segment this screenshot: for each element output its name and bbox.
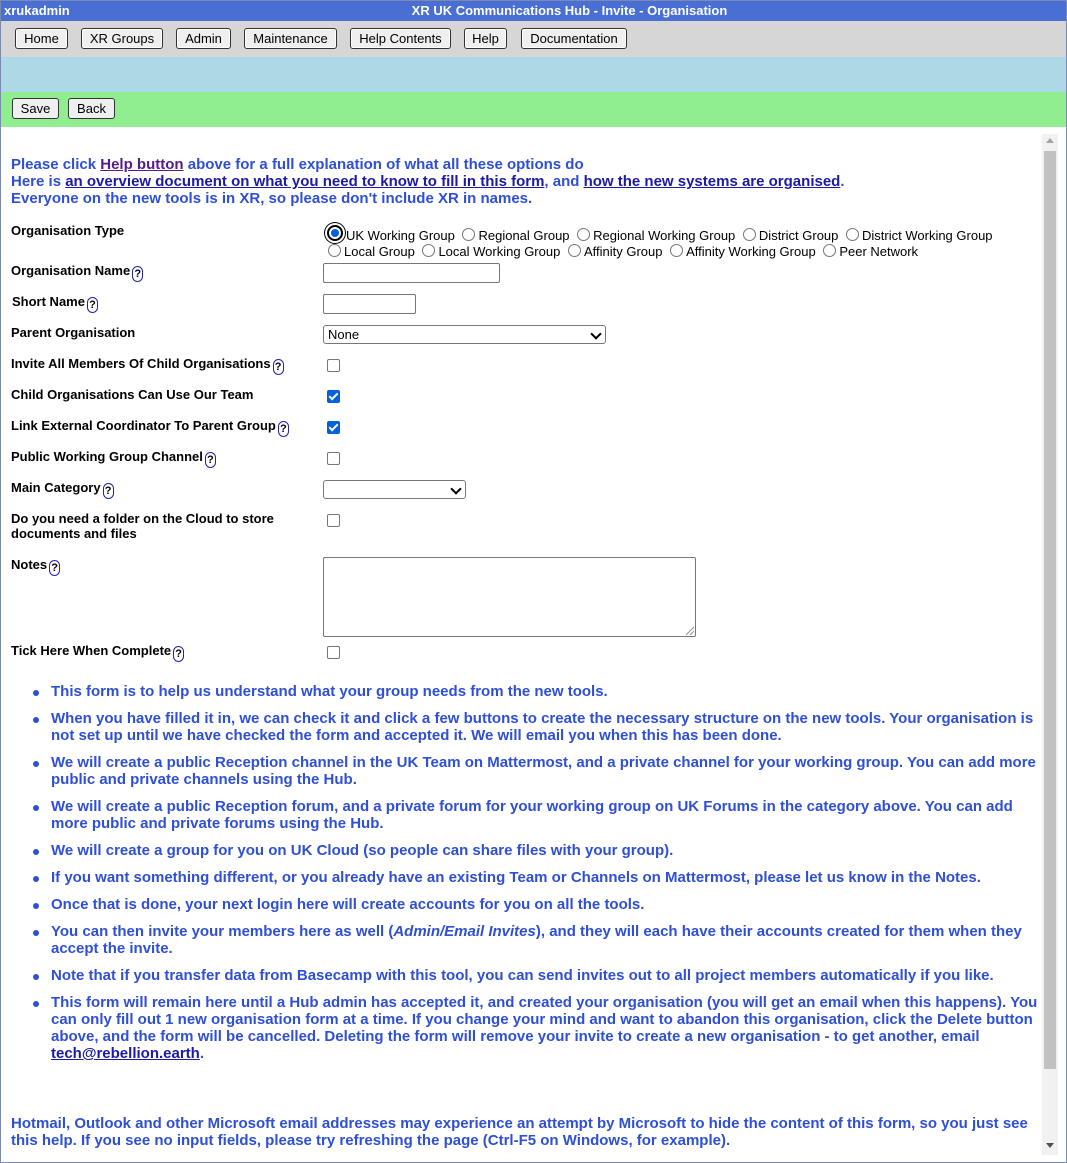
public-channel-label: Public Working Group Channel ?	[11, 449, 216, 468]
current-user: xrukadmin	[4, 3, 70, 18]
radio-peer-network[interactable]	[823, 244, 836, 257]
list-item: This form will remain here until a Hub admin has accepted it, and created your organisation (you will get an email when this happens). You can only fill out 1 new organisation form at a time. If you change your mind and want to abandon this organisation, click the Delete button above, and the form will be cancelled. Deleting the form will remove your invite to create a new organisation - to get another, email tech@rebellion.earth.	[1, 994, 1042, 1062]
nav-xr-groups-button[interactable]: XR Groups	[81, 28, 163, 49]
nav-help-contents-button[interactable]: Help Contents	[350, 28, 451, 49]
list-item: When you have filled it in, we can check it and click a few buttons to create the necessary structure on the new tools. Your organisation is not set up until we have checked the form and accepted it. We will email you when this has been done.	[1, 710, 1042, 744]
scroll-up-arrow-icon[interactable]	[1046, 138, 1054, 143]
org-type-label: Organisation Type	[11, 223, 125, 238]
parent-org-label: Parent Organisation	[11, 325, 136, 340]
radio-district-working-group[interactable]	[846, 228, 859, 241]
radio-affinity-group[interactable]	[568, 244, 581, 257]
list-item: We will create a group for you on UK Cloud (so people can share files with your group).	[1, 842, 1042, 859]
overview-document-link[interactable]: an overview document on what you need to know to fill in this form	[65, 173, 545, 190]
main-category-label: Main Category ?	[11, 480, 114, 499]
intro-line-1: Please click Help button above for a full explanation of what all these options do	[11, 156, 584, 173]
help-question-icon[interactable]: ?	[103, 483, 114, 499]
intro-line-2: Here is an overview document on what you need to know to fill in this form, and how the new systems are organised.	[11, 173, 845, 190]
back-button[interactable]: Back	[68, 98, 115, 119]
radio-district-group[interactable]	[743, 228, 756, 241]
invite-all-checkbox[interactable]	[327, 359, 340, 372]
parent-org-select[interactable]: None	[323, 325, 606, 344]
invite-all-label: Invite All Members Of Child Organisations ?	[11, 356, 284, 375]
intro-line-3: Everyone on the new tools is in XR, so please don't include XR in names.	[11, 190, 533, 207]
chevron-down-icon	[590, 328, 601, 339]
main-category-select[interactable]	[323, 480, 466, 499]
org-name-input[interactable]	[323, 263, 500, 283]
radio-uk-working-group[interactable]	[327, 225, 343, 241]
scrollbar-thumb[interactable]	[1044, 151, 1056, 1069]
nav-documentation-button[interactable]: Documentation	[521, 28, 627, 49]
title-bar	[1, 1, 1066, 21]
nav-admin-button[interactable]: Admin	[176, 28, 231, 49]
cloud-folder-checkbox[interactable]	[327, 514, 340, 527]
action-bar	[1, 92, 1066, 127]
systems-organised-link[interactable]: how the new systems are organised	[583, 173, 841, 190]
help-notes-list	[1, 683, 1042, 1072]
help-question-icon[interactable]: ?	[87, 297, 98, 313]
scrollbar[interactable]	[1042, 134, 1058, 1155]
nav-home-button[interactable]: Home	[15, 28, 68, 49]
list-item: Once that is done, your next login here will create accounts for you on all the tools.	[1, 896, 1042, 913]
microsoft-email-note: Hotmail, Outlook and other Microsoft email addresses may experience an attempt by Microsoft to hide the content of this form, so you just see this help. If you see no input fields, please try refreshing the page (Ctrl-F5 on Windows, for example).	[11, 1115, 1028, 1149]
help-question-icon[interactable]: ?	[132, 266, 143, 282]
link-coordinator-label: Link External Coordinator To Parent Group ?	[11, 418, 289, 437]
page-title: XR UK Communications Hub - Invite - Organisation	[411, 3, 728, 18]
help-question-icon[interactable]: ?	[278, 421, 289, 437]
list-item: Note that if you transfer data from Basecamp with this tool, you can send invites out to all project members automatically if you like.	[1, 967, 1042, 984]
resize-grip-icon[interactable]	[686, 627, 694, 635]
public-channel-checkbox[interactable]	[327, 452, 340, 465]
list-item: This form is to help us understand what your group needs from the new tools.	[1, 683, 1042, 700]
child-team-checkbox[interactable]	[327, 390, 340, 403]
notes-textarea[interactable]	[323, 557, 696, 637]
radio-local-working-group[interactable]	[422, 244, 435, 257]
list-item: We will create a public Reception forum, and a private forum for your working group on UK Forums in the category above. You can add more public and private forums using the Hub.	[1, 798, 1042, 832]
help-question-icon[interactable]: ?	[173, 646, 184, 662]
save-button[interactable]: Save	[12, 98, 59, 119]
org-name-label: Organisation Name ?	[11, 263, 143, 282]
scroll-down-arrow-icon[interactable]	[1046, 1143, 1054, 1148]
list-item: You can then invite your members here as well (Admin/Email Invites), and they will each have their accounts created for them when they accept the invite.	[1, 923, 1042, 957]
complete-label: Tick Here When Complete ?	[11, 643, 184, 662]
complete-checkbox[interactable]	[327, 646, 340, 659]
radio-affinity-working-group[interactable]	[670, 244, 683, 257]
org-type-radio-row-1: UK Working Group Regional Group Regional Working Group District Group District Working Group	[327, 225, 993, 243]
help-button-link[interactable]: Help button	[100, 156, 184, 173]
child-team-label: Child Organisations Can Use Our Team	[11, 387, 254, 402]
org-type-radio-row-2: Local Group Local Working Group Affinity Group Affinity Working Group Peer Network	[324, 244, 918, 259]
short-name-input[interactable]	[323, 294, 416, 314]
list-item: We will create a public Reception channel in the UK Team on Mattermost, and a private channel for your working group. You can add more public and private channels using the Hub.	[1, 754, 1042, 788]
help-question-icon[interactable]: ?	[273, 359, 284, 375]
nav-maintenance-button[interactable]: Maintenance	[244, 28, 337, 49]
radio-local-group[interactable]	[328, 244, 341, 257]
radio-regional-group[interactable]	[462, 228, 475, 241]
radio-regional-working-group[interactable]	[577, 228, 590, 241]
nav-help-button[interactable]: Help	[464, 28, 507, 49]
list-item: If you want something different, or you already have an existing Team or Channels on Mattermost, please let us know in the Notes.	[1, 869, 1042, 886]
info-bar	[1, 57, 1066, 92]
nav-bar	[1, 21, 1066, 57]
help-question-icon[interactable]: ?	[49, 560, 60, 576]
chevron-down-icon	[450, 483, 461, 494]
tech-email-link[interactable]: tech@rebellion.earth	[51, 1045, 200, 1062]
notes-label: Notes ?	[11, 557, 60, 576]
short-name-label: Short Name ?	[12, 294, 98, 313]
help-question-icon[interactable]: ?	[205, 452, 216, 468]
link-coordinator-checkbox[interactable]	[327, 421, 340, 434]
cloud-folder-label: Do you need a folder on the Cloud to store documents and files	[11, 511, 274, 541]
